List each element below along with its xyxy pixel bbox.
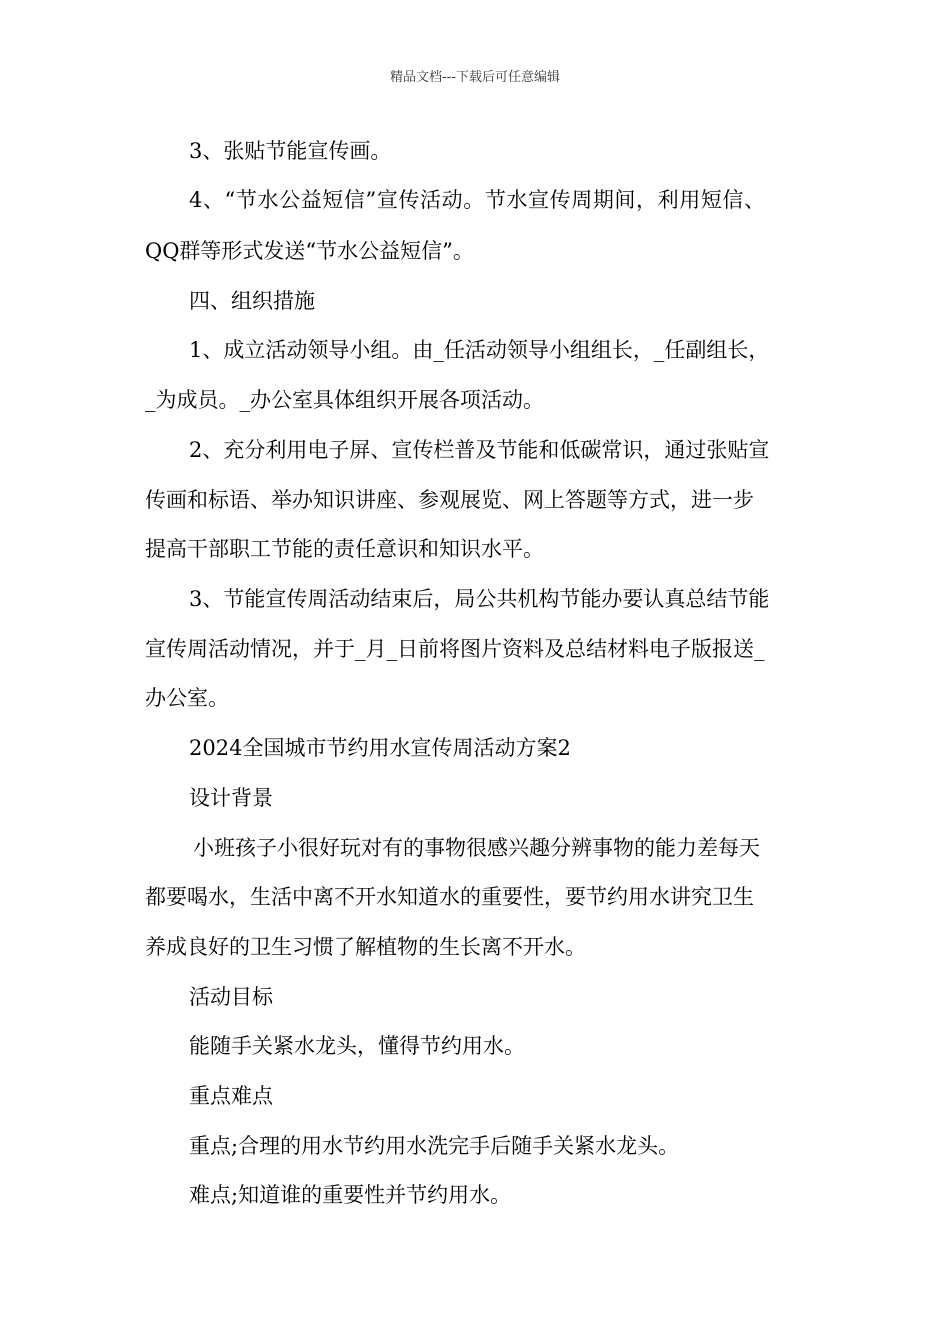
text-line: 小班孩子小很好玩对有的事物很感兴趣分辨事物的能力差每天 (193, 836, 760, 860)
text-line: 4、“节水公益短信”宣传活动。节水宣传周期间，利用短信、 (189, 188, 766, 212)
text-line: 3、张贴节能宣传画。 (189, 139, 392, 163)
text-line: 1、成立活动领导小组。由_任活动领导小组组长，_任副组长， (189, 338, 770, 362)
text-line: 能随手关紧水龙头，懂得节约用水。 (189, 1034, 525, 1058)
text-line: 提高干部职工节能的责任意识和知识水平。 (145, 537, 544, 561)
section-heading: 四、组织措施 (189, 289, 315, 313)
text-line: QQ群等形式发送“节水公益短信”。 (145, 239, 474, 263)
text-line: 办公室。 (145, 686, 229, 710)
section-heading: 设计背景 (189, 786, 273, 810)
text-line: 重点;合理的用水节约用水洗完手后随手关紧水龙头。 (189, 1134, 680, 1158)
text-line: 宣传周活动情况，并于_月_日前将图片资料及总结材料电子版报送_ (145, 637, 765, 661)
section-heading: 活动目标 (189, 985, 273, 1009)
text-line: 都要喝水，生活中离不开水知道水的重要性，要节约用水讲究卫生 (145, 885, 754, 909)
text-line: 难点;知道谁的重要性并节约用水。 (189, 1183, 512, 1207)
text-line: 2、充分利用电子屏、宣传栏普及节能和低碳常识，通过张贴宣 (189, 438, 770, 462)
section-heading: 重点难点 (189, 1084, 273, 1108)
section-heading: 2024全国城市节约用水宣传周活动方案2 (189, 736, 571, 760)
text-line: 传画和标语、举办知识讲座、参观展览、网上答题等方式，进一步 (145, 488, 754, 512)
page-header: 精品文档---下载后可任意编辑 (389, 70, 561, 85)
text-line: 3、节能宣传周活动结束后，局公共机构节能办要认真总结节能 (189, 587, 770, 611)
text-line: _为成员。_办公室具体组织开展各项活动。 (145, 388, 544, 412)
text-line: 养成良好的卫生习惯了解植物的生长离不开水。 (145, 935, 586, 959)
